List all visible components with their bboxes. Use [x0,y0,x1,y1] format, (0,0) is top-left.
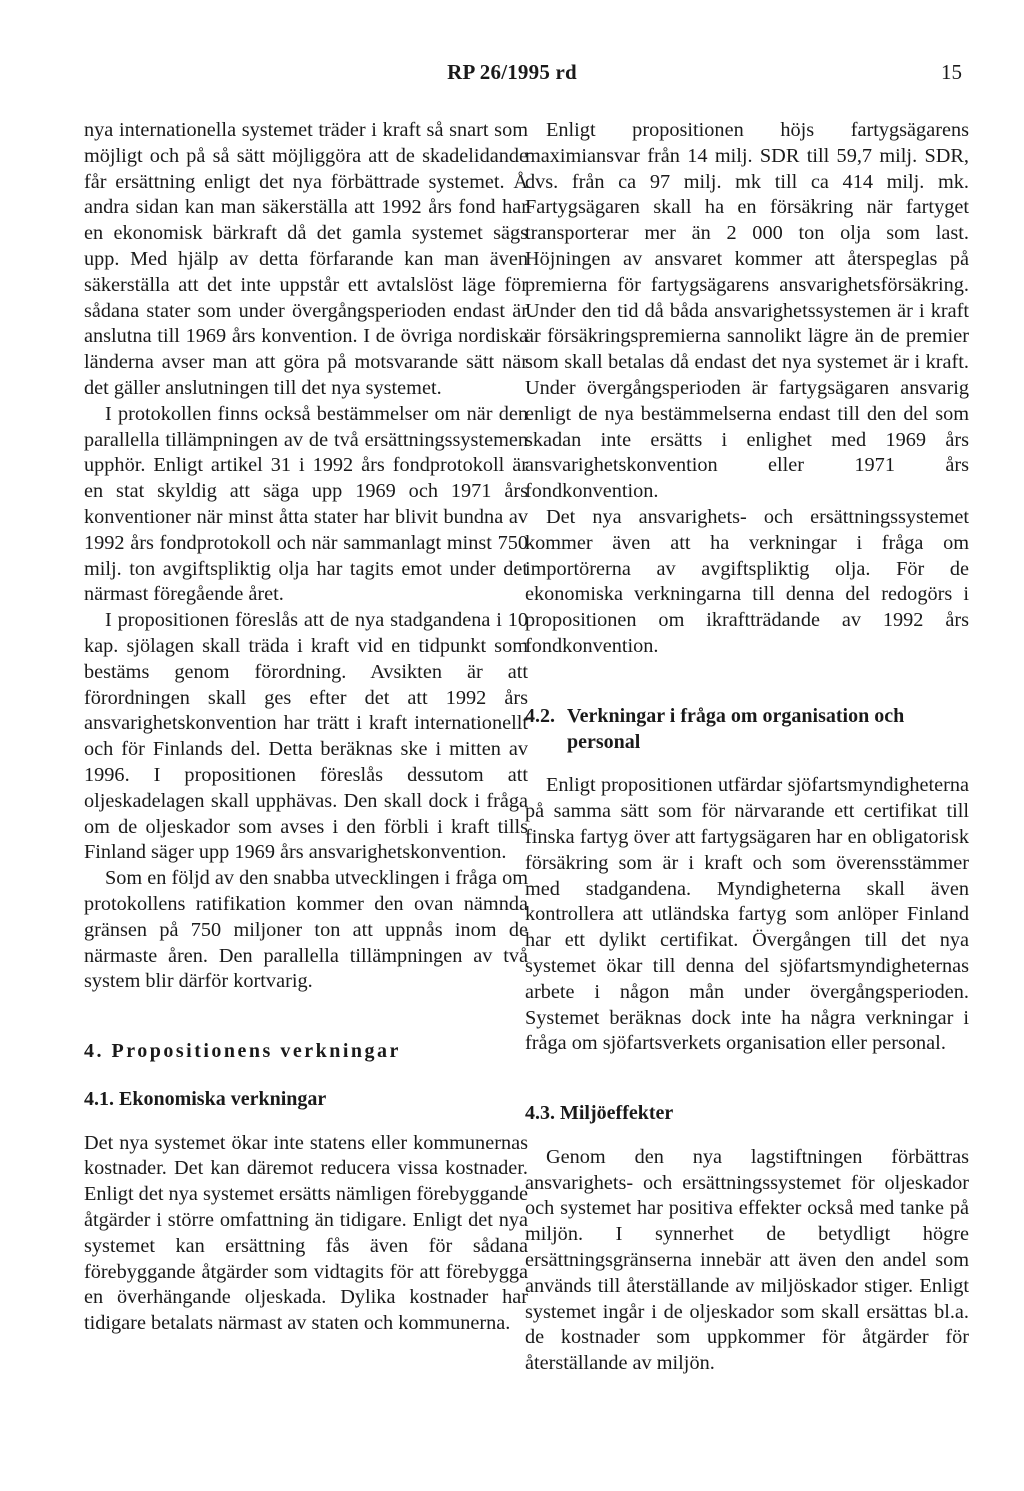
paragraph: I propositionen föreslås att de nya stadgandena i 10 kap. sjölagen skall träda i kraft vid en tidpunkt som bestäms genom förordning. Avsikten är att förordningen skall ges efter det att 1992 års ansvarighetskonvention har trätt i kraft internationellt och för Finlands del. Detta beräknas ske i mitten av 1996. I propositionen föreslås dessutom att oljeskadelagen skall upphävas. Den skall dock i fråga om de oljeskador som avses i den förbli i kraft tills Finland säger upp 1969 års ansvarighetskonvention. [84,609,528,864]
chapter-heading: 4. Propositionens verkningar [84,1040,401,1063]
paragraph: Genom den nya lagstiftningen förbättras ansvarighets- och ersättningssystemet för oljeskador och systemet har positiva effekter också med tanke på miljön. I synnerhet de betydligt högre ersättningsgränserna innebär att även den andel som används till återställande av miljöskador stiger. Enligt systemet ingår i de oljeskador som skall ersättas bl.a. de kostnader som uppkommer för åtgärder för återställande av miljön. [525,1145,969,1375]
paragraph: nya internationella systemet träder i kraft så snart som möjligt och på så sätt möjliggöra att de skadelidande får ersättning enligt det nya förbättrade systemet. Å andra sidan kan man säkerställa att 1992 års fond har en ekonomisk bärkraft då det gamla systemet sägs upp. Med hjälp av detta förfarande kan man även säkerställa att det inte uppstår ett avtalslöst läge för sådana stater som under övergångsperioden endast är anslutna till 1969 års konvention. I de övriga nordiska länderna avser man att göra på motsvarande sätt när det gäller anslutningen till det nya systemet. [84,119,528,399]
section-heading-4-1: 4.1. Ekonomiska verkningar [84,1087,327,1110]
paragraph: Enligt propositionen höjs fartygsägarens maximiansvar från 14 milj. SDR till 59,7 milj. SDR, dvs. från ca 97 milj. mk till ca 414 milj. mk. Fartygsägaren skall ha en försäkring när fartyget transporterar mer än 2 000 ton olja som last. Höjningen av ansvaret kommer att återspeglas på premierna för fartygsägarens ansvarighetsförsäkring. Under den tid då båda ansvarighetssystemen är i kraft är försäkringspremierna sannolikt lägre än de premier som skall betalas då endast det nya systemet är i kraft. Under övergångsperioden är fartygsägaren ansvarig enligt de nya bestämmelserna endast till den del som skadan inte ersätts i enlighet med 1969 års ansvarighetskonvention eller 1971 års fondkonvention. [525,119,969,503]
page-number: 15 [941,60,962,84]
paragraph: I protokollen finns också bestämmelser om när den parallella tillämpningen av de två ersättningssystemen upphör. Enligt artikel 31 i 1992 års fondprotokoll är en stat skyldig att säga upp 1969 och 1971 års konventioner när minst åtta stater har blivit bundna av 1992 års fondprotokoll och när sammanlagt minst 750 milj. ton avgiftspliktig olja har tagits emot under det närmast föregående året. [84,402,528,606]
paragraph: Det nya ansvarighets- och ersättningssystemet kommer även att ha verkningar i fråga om importörerna av avgiftspliktig olja. För de ekonomiska verkningarna till denna del redogörs i propositionen om ikraftträdande av 1992 års fondkonvention. [525,505,969,657]
section-title: Verkningar i fråga om organisation och personal [567,704,905,753]
left-column [84,118,528,1337]
section-heading-4-2 [525,704,969,756]
right-column [525,118,969,1377]
paragraph: Enligt propositionen utfärdar sjöfartsmyndigheterna på samma sätt som för närvarande ett certifikat till finska fartyg över att fartygsägaren har en obligatorisk försäkring som är i kraft och som överensstämmer med stadgandena. Myndigheterna skall även kontrollera att utländska fartyg som anlöper Finland har ett dylikt certifikat. Övergången till det nya systemet ökar till denna del sjöfartsmyndigheternas arbete i någon mån under övergångsperioden. Systemet beräknas dock inte ha några verkningar i fråga om sjöfartsverkets organisation eller personal. [525,774,969,1055]
paragraph: Som en följd av den snabba utvecklingen i fråga om protokollens ratifikation kommer den ovan nämnda gränsen på 750 miljoner ton att uppnås inom de närmaste åren. Den parallella tillämpningen av två system blir därför kortvarig. [84,867,528,993]
section-heading-4-3: 4.3. Miljöeffekter [525,1102,674,1125]
document-reference: RP 26/1995 rd [447,60,577,84]
page-header [0,60,1024,90]
paragraph: Det nya systemet ökar inte statens eller kommunernas kostnader. Det kan däremot reducera vissa kostnader. Enligt det nya systemet ersätts nämligen förebyggande åtgärder i större omfattning än tidigare. Enligt det nya systemet kan ersättning fås även för sådana förebyggande åtgärder som vidtagits för att förebygga en överhängande oljeskada. Dylika kostnader har tidigare betalats närmast av staten och kommunerna. [84,1131,528,1335]
section-number: 4.2. [525,704,555,727]
